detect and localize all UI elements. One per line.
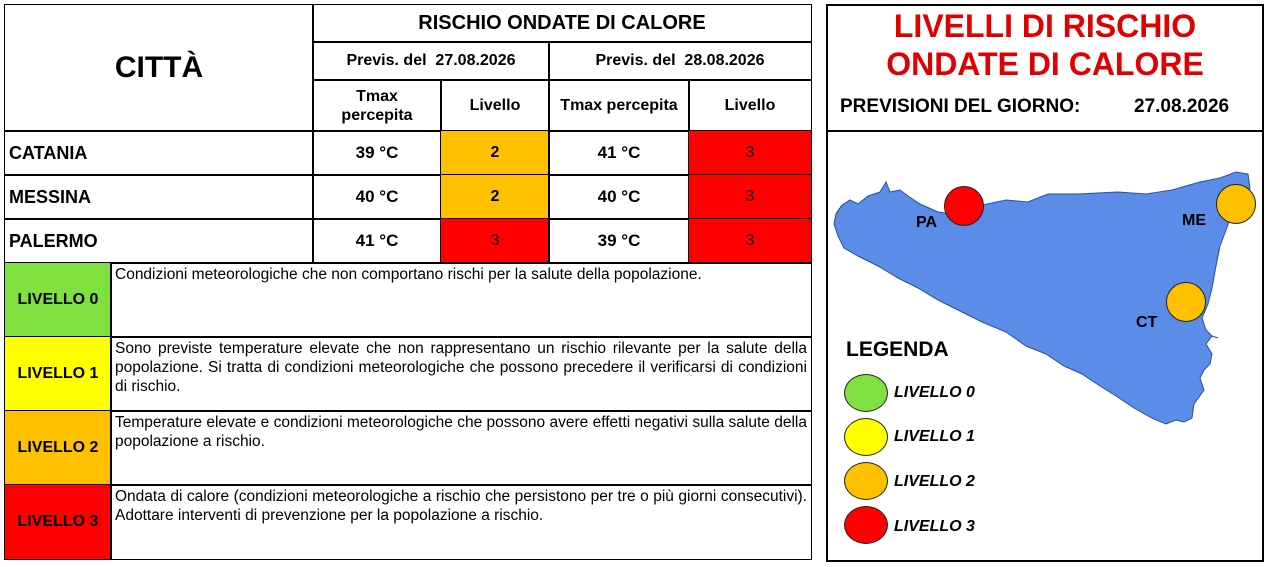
level-2-description: Temperature elevate e condizioni meteorologiche che possono avere effetti negativi sulla salute della popolazione a rischio.: [110, 410, 812, 486]
tmax-day1: 40 °C: [312, 174, 442, 220]
level-3-label: LIVELLO 3: [4, 484, 112, 560]
legend-level2-label: LIVELLO 2: [894, 473, 975, 490]
table-title: RISCHIO ONDATE DI CALORE: [312, 4, 812, 43]
level-1-description: Sono previste temperature elevate che non rappresentano un rischio rilevante per la salute della popolazione. Si tratta di condizioni meteorologiche che possono precedere il verificarsi di condizioni di rischio.: [110, 336, 812, 412]
forecast-date: 27.08.2026: [1134, 96, 1230, 117]
legend-level3-label: LIVELLO 3: [894, 518, 975, 535]
tmax-day1: 41 °C: [312, 218, 442, 264]
level-0-label: LIVELLO 0: [4, 262, 112, 338]
tmax-day2: 39 °C: [548, 218, 690, 264]
panel-title-line2: ONDATE DI CALORE: [886, 46, 1204, 82]
tmax-header-line2: percepita: [341, 106, 413, 124]
tmax-day1: 39 °C: [312, 130, 442, 176]
table-row-city: PALERMO: [4, 218, 314, 264]
table-row-city: MESSINA: [4, 174, 314, 220]
legend-title: LEGENDA: [846, 338, 949, 361]
messina-map-label: ME: [1182, 212, 1206, 229]
level-day2: 3: [688, 130, 812, 176]
level-day2: 3: [688, 218, 812, 264]
level-day1: 2: [440, 130, 550, 176]
map-panel: [826, 130, 1264, 562]
catania-marker: [1166, 282, 1206, 322]
catania-map-label: CT: [1136, 314, 1158, 331]
livello-header-day2: Livello: [688, 79, 812, 132]
level-2-label: LIVELLO 2: [4, 410, 112, 486]
legend-level2-swatch: [844, 462, 888, 500]
tmax-day2: 40 °C: [548, 174, 690, 220]
header-panel: [826, 4, 1264, 132]
tmax-header-day1: [312, 79, 442, 132]
tmax-header-day2: Tmax percepita: [548, 79, 690, 132]
level-3-description: Ondata di calore (condizioni meteorologiche a rischio che persistono per tre o più giorni consecutivi). Adottare interventi di prevenzione per la popolazione a rischio.: [110, 484, 812, 560]
panel-title-line1: LIVELLI DI RISCHIO: [893, 8, 1197, 44]
table-row-city: CATANIA: [4, 130, 314, 176]
forecast-label: PREVISIONI DEL GIORNO:: [840, 96, 1081, 117]
city-header: CITTÀ: [4, 4, 314, 132]
legend-level3-swatch: [844, 506, 888, 544]
messina-marker: [1216, 184, 1256, 224]
palermo-marker: [944, 186, 984, 226]
palermo-map-label: PA: [916, 214, 938, 231]
level-day1: 3: [440, 218, 550, 264]
level-day1: 2: [440, 174, 550, 220]
legend-level0-swatch: [844, 374, 888, 412]
tmax-header-line1: Tmax: [356, 87, 398, 105]
livello-header-day1: Livello: [440, 79, 550, 132]
level-day2: 3: [688, 174, 812, 220]
day1-header: Previs. del 27.08.2026: [312, 41, 550, 81]
legend-level1-swatch: [844, 418, 888, 456]
day2-header: Previs. del 28.08.2026: [548, 41, 812, 81]
legend-level0-label: LIVELLO 0: [894, 384, 975, 401]
tmax-day2: 41 °C: [548, 130, 690, 176]
legend-level1-label: LIVELLO 1: [894, 428, 975, 445]
level-0-description: Condizioni meteorologiche che non comportano rischi per la salute della popolazione.: [110, 262, 812, 338]
level-1-label: LIVELLO 1: [4, 336, 112, 412]
